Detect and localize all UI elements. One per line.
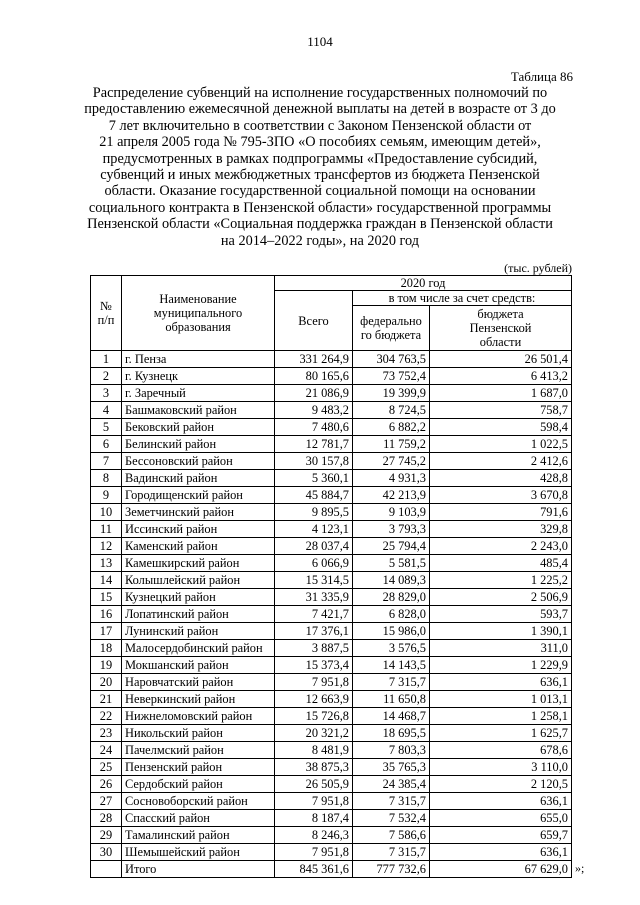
regional-value: 636,1	[430, 793, 572, 810]
row-number: 23	[91, 725, 122, 742]
federal-value: 25 794,4	[353, 538, 430, 555]
federal-value: 19 399,9	[353, 385, 430, 402]
total-value: 30 157,8	[275, 453, 353, 470]
header-year: 2020 год	[275, 276, 572, 291]
regional-value: 26 501,4	[430, 351, 572, 368]
federal-value: 42 213,9	[353, 487, 430, 504]
regional-value: 678,6	[430, 742, 572, 759]
table-row	[91, 810, 572, 827]
federal-value: 18 695,5	[353, 725, 430, 742]
municipality-name: Сердобский район	[122, 776, 275, 793]
municipality-name: г. Заречный	[122, 385, 275, 402]
total-value: 20 321,2	[275, 725, 353, 742]
row-number: 12	[91, 538, 122, 555]
row-number: 9	[91, 487, 122, 504]
municipality-name: Пачелмский район	[122, 742, 275, 759]
regional-value: 3 110,0	[430, 759, 572, 776]
table-row	[91, 742, 572, 759]
total-value: 80 165,6	[275, 368, 353, 385]
total-value: 28 037,4	[275, 538, 353, 555]
table-row	[91, 470, 572, 487]
federal-value: 15 986,0	[353, 623, 430, 640]
total-value: 7 480,6	[275, 419, 353, 436]
federal-value: 4 931,3	[353, 470, 430, 487]
table-row	[91, 504, 572, 521]
row-number: 28	[91, 810, 122, 827]
total-row	[91, 861, 572, 878]
row-number: 14	[91, 572, 122, 589]
row-number: 30	[91, 844, 122, 861]
row-number: 8	[91, 470, 122, 487]
row-number: 17	[91, 623, 122, 640]
municipality-name: Бековский район	[122, 419, 275, 436]
row-number: 25	[91, 759, 122, 776]
table-label: Таблица 86	[510, 69, 573, 84]
title-line: предоставлению ежемесячной денежной выплаты на детей в возрасте от 3 до	[84, 101, 556, 118]
federal-value: 7 532,4	[353, 810, 430, 827]
federal-value: 9 103,9	[353, 504, 430, 521]
municipality-name: Мокшанский район	[122, 657, 275, 674]
regional-value: 1 022,5	[430, 436, 572, 453]
title-line: социального контракта в Пензенской области» государственной программы	[88, 199, 552, 216]
table-row	[91, 368, 572, 385]
total-value: 31 335,9	[275, 589, 353, 606]
municipality-name: Белинский район	[122, 436, 275, 453]
total-value: 8 246,3	[275, 827, 353, 844]
table-row	[91, 708, 572, 725]
total-value: 7 951,8	[275, 674, 353, 691]
federal-value: 7 586,6	[353, 827, 430, 844]
municipality-name: Городищенский район	[122, 487, 275, 504]
row-number: 18	[91, 640, 122, 657]
federal-value: 3 793,3	[353, 521, 430, 538]
regional-value: 758,7	[430, 402, 572, 419]
regional-value: 1 258,1	[430, 708, 572, 725]
grand-total-value: 845 361,6	[275, 861, 353, 878]
regional-value: 311,0	[430, 640, 572, 657]
federal-value: 11 759,2	[353, 436, 430, 453]
municipality-name: Бессоновский район	[122, 453, 275, 470]
header-num: № п/п	[91, 276, 122, 351]
federal-value: 73 752,4	[353, 368, 430, 385]
row-number: 20	[91, 674, 122, 691]
total-value: 9 895,5	[275, 504, 353, 521]
row-number: 6	[91, 436, 122, 453]
federal-value: 7 315,7	[353, 793, 430, 810]
total-value: 8 481,9	[275, 742, 353, 759]
row-number: 5	[91, 419, 122, 436]
municipality-name: Неверкинский район	[122, 691, 275, 708]
total-value: 5 360,1	[275, 470, 353, 487]
regional-value: 598,4	[430, 419, 572, 436]
federal-value: 14 468,7	[353, 708, 430, 725]
total-value: 7 951,8	[275, 793, 353, 810]
row-number: 2	[91, 368, 122, 385]
municipality-name: г. Кузнецк	[122, 368, 275, 385]
table-row	[91, 657, 572, 674]
grand-regional-value: 67 629,0	[430, 861, 572, 878]
regional-value: 2 412,6	[430, 453, 572, 470]
regional-value: 2 120,5	[430, 776, 572, 793]
table-row	[91, 691, 572, 708]
table-row	[91, 844, 572, 861]
municipality-name: Лунинский район	[122, 623, 275, 640]
regional-value: 791,6	[430, 504, 572, 521]
regional-value: 485,4	[430, 555, 572, 572]
federal-value: 11 650,8	[353, 691, 430, 708]
table-row	[91, 351, 572, 368]
total-value: 8 187,4	[275, 810, 353, 827]
row-number: 19	[91, 657, 122, 674]
municipality-name: Нижнеломовский район	[122, 708, 275, 725]
federal-value: 7 315,7	[353, 844, 430, 861]
row-number: 10	[91, 504, 122, 521]
closing-quote-mark: »;	[575, 860, 585, 875]
municipality-name: Иссинский район	[122, 521, 275, 538]
total-value: 7 421,7	[275, 606, 353, 623]
table-row	[91, 674, 572, 691]
total-value: 12 781,7	[275, 436, 353, 453]
federal-value: 28 829,0	[353, 589, 430, 606]
row-number: 3	[91, 385, 122, 402]
total-value: 15 726,8	[275, 708, 353, 725]
municipality-name: Камешкирский район	[122, 555, 275, 572]
title-line: на 2014–2022 годы», на 2020 год	[220, 232, 420, 249]
municipality-name: Никольский район	[122, 725, 275, 742]
federal-value: 8 724,5	[353, 402, 430, 419]
table-row	[91, 640, 572, 657]
header-name: Наименование муниципального образования	[122, 276, 275, 351]
row-number: 27	[91, 793, 122, 810]
total-label: Итого	[122, 861, 275, 878]
regional-value: 593,7	[430, 606, 572, 623]
row-number: 15	[91, 589, 122, 606]
municipality-name: Тамалинский район	[122, 827, 275, 844]
row-number: 4	[91, 402, 122, 419]
federal-value: 6 882,2	[353, 419, 430, 436]
federal-value: 24 385,4	[353, 776, 430, 793]
regional-value: 428,8	[430, 470, 572, 487]
municipality-name: Кузнецкий район	[122, 589, 275, 606]
municipality-name: Земетчинский район	[122, 504, 275, 521]
total-value: 38 875,3	[275, 759, 353, 776]
table-row	[91, 759, 572, 776]
municipality-name: Сосновоборский район	[122, 793, 275, 810]
regional-value: 3 670,8	[430, 487, 572, 504]
row-number: 21	[91, 691, 122, 708]
title-line: Пензенской области «Социальная поддержка граждан в Пензенской области	[87, 216, 553, 233]
title-line: 7 лет включительно в соответствии с Законом Пензенской области от	[108, 117, 532, 134]
row-number: 24	[91, 742, 122, 759]
header-including: в том числе за счет средств:	[353, 291, 572, 306]
header-federal: федерально го бюджета	[353, 306, 430, 351]
table-row	[91, 419, 572, 436]
federal-value: 304 763,5	[353, 351, 430, 368]
regional-value: 6 413,2	[430, 368, 572, 385]
table-row	[91, 606, 572, 623]
row-number: 22	[91, 708, 122, 725]
federal-value: 7 803,3	[353, 742, 430, 759]
row-number: 29	[91, 827, 122, 844]
total-value: 12 663,9	[275, 691, 353, 708]
federal-value: 35 765,3	[353, 759, 430, 776]
table-row	[91, 436, 572, 453]
row-number: 7	[91, 453, 122, 470]
table-row	[91, 402, 572, 419]
regional-value: 659,7	[430, 827, 572, 844]
regional-value: 329,8	[430, 521, 572, 538]
federal-value: 14 143,5	[353, 657, 430, 674]
row-number: 11	[91, 521, 122, 538]
total-value: 331 264,9	[275, 351, 353, 368]
municipality-name: г. Пенза	[122, 351, 275, 368]
units-note: (тыс. рублей)	[504, 261, 572, 275]
municipality-name: Пензенский район	[122, 759, 275, 776]
total-value: 15 314,5	[275, 572, 353, 589]
document-title	[64, 85, 576, 249]
federal-value: 27 745,2	[353, 453, 430, 470]
total-value: 21 086,9	[275, 385, 353, 402]
federal-value: 5 581,5	[353, 555, 430, 572]
regional-value: 1 625,7	[430, 725, 572, 742]
table-row	[91, 487, 572, 504]
regional-value: 1 390,1	[430, 623, 572, 640]
federal-value: 6 828,0	[353, 606, 430, 623]
municipality-name: Колышлейский район	[122, 572, 275, 589]
title-line: 21 апреля 2005 года № 795-ЗПО «О пособиях семьям, имеющим детей»,	[99, 134, 541, 151]
table-row	[91, 827, 572, 844]
row-number: 13	[91, 555, 122, 572]
regional-value: 636,1	[430, 674, 572, 691]
federal-value: 7 315,7	[353, 674, 430, 691]
total-value: 3 887,5	[275, 640, 353, 657]
total-value: 9 483,2	[275, 402, 353, 419]
title-line: Распределение субвенций на исполнение государственных полномочий по	[92, 85, 548, 101]
total-row-num	[91, 861, 122, 878]
total-value: 17 376,1	[275, 623, 353, 640]
table-row	[91, 589, 572, 606]
municipality-name: Спасский район	[122, 810, 275, 827]
regional-value: 636,1	[430, 844, 572, 861]
page-number: 1104	[307, 34, 333, 49]
table-row	[91, 453, 572, 470]
municipality-name: Шемышейский район	[122, 844, 275, 861]
regional-value: 2 506,9	[430, 589, 572, 606]
table-row	[91, 521, 572, 538]
table-row	[91, 385, 572, 402]
total-value: 15 373,4	[275, 657, 353, 674]
municipality-name: Лопатинский район	[122, 606, 275, 623]
row-number: 1	[91, 351, 122, 368]
regional-value: 1 687,0	[430, 385, 572, 402]
grand-federal-value: 777 732,6	[353, 861, 430, 878]
table-row	[91, 538, 572, 555]
municipality-name: Башмаковский район	[122, 402, 275, 419]
table-row	[91, 725, 572, 742]
total-value: 4 123,1	[275, 521, 353, 538]
regional-value: 1 225,2	[430, 572, 572, 589]
title-line: области. Оказание государственной социальной помощи на основании	[104, 183, 536, 200]
total-value: 7 951,8	[275, 844, 353, 861]
regional-value: 1 013,1	[430, 691, 572, 708]
table-body	[91, 351, 572, 878]
regional-value: 655,0	[430, 810, 572, 827]
title-line: предусмотренных в рамках подпрограммы «Предоставление субсидий,	[102, 150, 538, 167]
row-number: 26	[91, 776, 122, 793]
federal-value: 14 089,3	[353, 572, 430, 589]
header-regional: бюджета Пензенской области	[430, 306, 572, 351]
table-row	[91, 572, 572, 589]
row-number: 16	[91, 606, 122, 623]
municipality-name: Каменский район	[122, 538, 275, 555]
total-value: 6 066,9	[275, 555, 353, 572]
municipality-name: Малосердобинский район	[122, 640, 275, 657]
header-total: Всего	[275, 291, 353, 351]
title-line: субвенций и иных межбюджетных трансфертов из бюджета Пензенской	[100, 167, 540, 184]
federal-value: 3 576,5	[353, 640, 430, 657]
table-row	[91, 623, 572, 640]
table-row	[91, 793, 572, 810]
total-value: 45 884,7	[275, 487, 353, 504]
total-value: 26 505,9	[275, 776, 353, 793]
table-row	[91, 776, 572, 793]
regional-value: 2 243,0	[430, 538, 572, 555]
municipality-name: Вадинский район	[122, 470, 275, 487]
subvention-table	[90, 275, 572, 878]
municipality-name: Наровчатский район	[122, 674, 275, 691]
table-row	[91, 555, 572, 572]
regional-value: 1 229,9	[430, 657, 572, 674]
